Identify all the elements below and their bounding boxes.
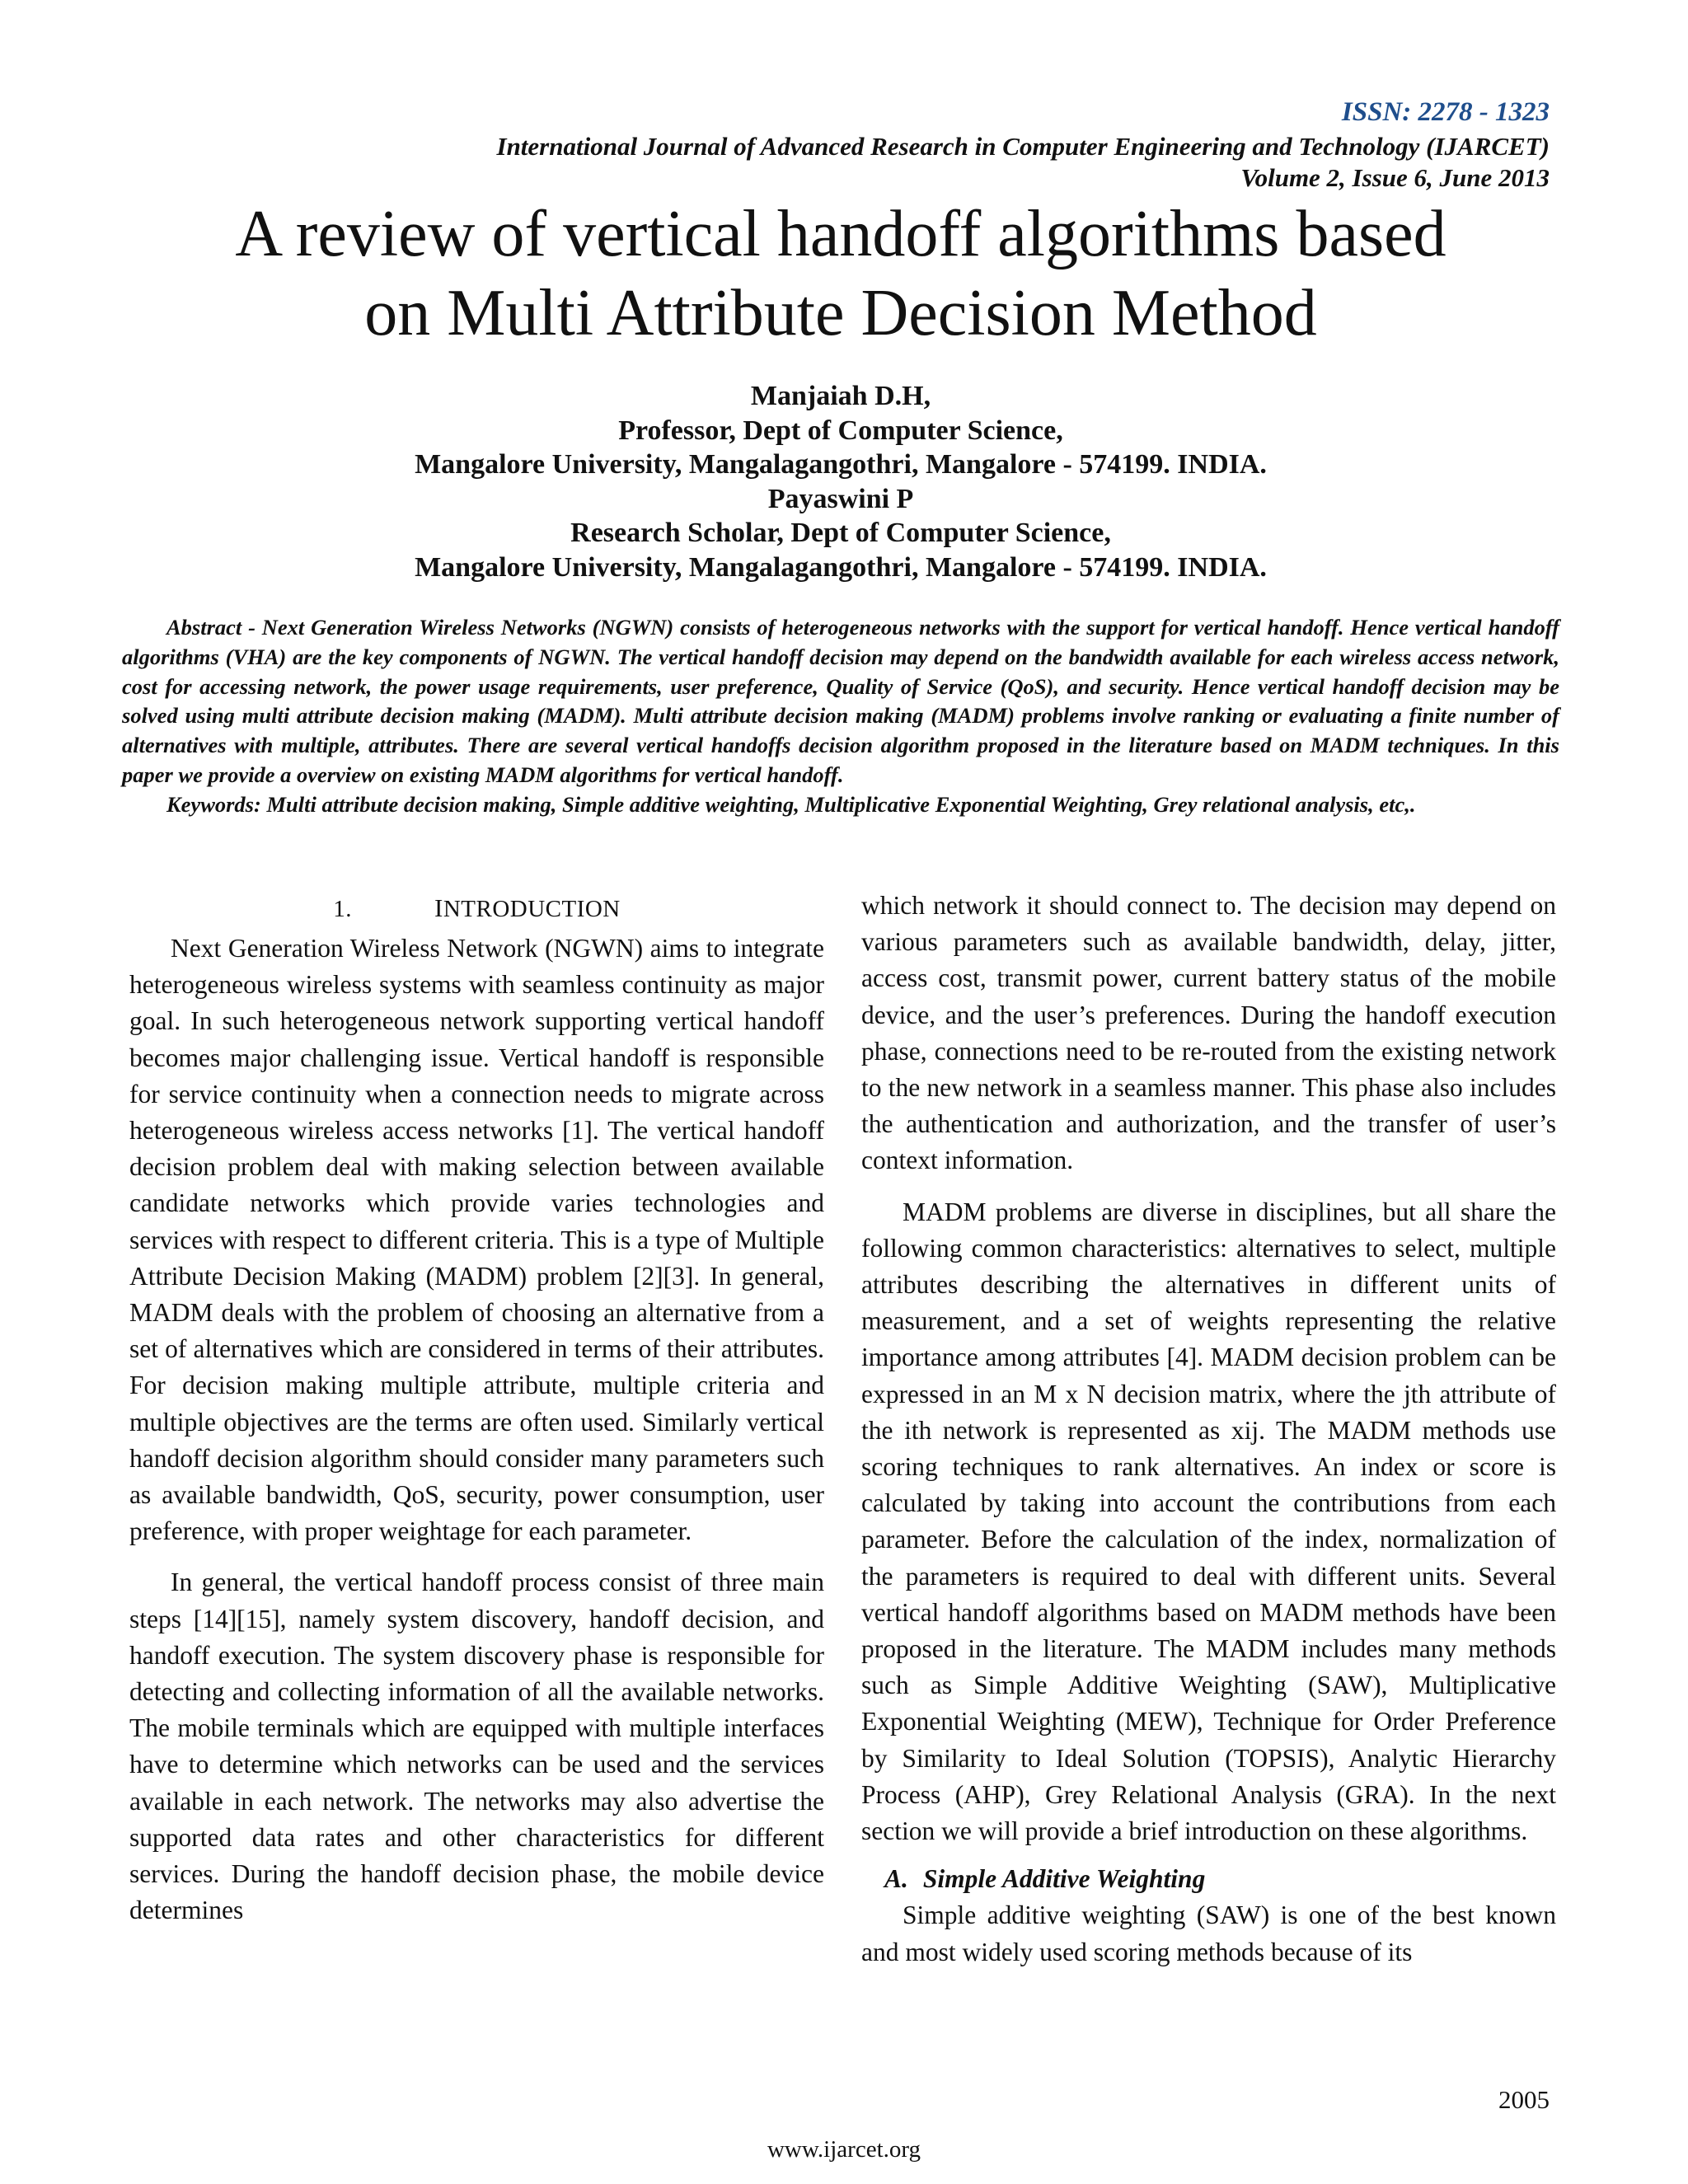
subsection-label: A. (884, 1864, 908, 1894)
footer-website: www.ijarcet.org (767, 2136, 921, 2163)
author-1-position: Professor, Dept of Computer Science, (618, 415, 1063, 446)
author-1-affiliation: Mangalore University, Mangalagangothri, Mangalore - 574199. INDIA. (415, 449, 1267, 480)
intro-paragraph-1: Next Generation Wireless Network (NGWN) aims to integrate heterogeneous wireless systems with seamless continuity as major goal. In such heterogeneous network supporting vertical handoff becomes major challenging issue. Vertical handoff is responsible for service continuity when a connection needs to migrate across heterogeneous wireless access networks [1]. The vertical handoff decision problem deal with making selection between available candidate networks which provide varies technologies and services with respect to different criteria. This is a type of Multiple Attribute Decision Making (MADM) problem [2][3]. In general, MADM deals with the problem of choosing an alternative from a set of alternatives which are considered in terms of their attributes. For decision making multiple attribute, multiple criteria and multiple objectives are the terms are often used. Similarly vertical handoff decision algorithm should consider many parameters such as available bandwidth, QoS, security, power consumption, user preference, with proper weightage for each parameter. (129, 934, 824, 1546)
section-heading-introduction (129, 890, 824, 927)
paper-title-line-2: on Multi Attribute Decision Method (364, 277, 1317, 349)
abstract-text: Abstract - Next Generation Wireless Networks (NGWN) consists of heterogeneous networks with the support for vertical handoff. Hence vertical handoff algorithms (VHA) are the key components of NGWN. The vertical handoff decision may depend on the bandwidth available for each wireless access network, cost for accessing network, the power usage requirements, user preference, Quality of Service (QoS), and security. Hence vertical handoff decision may be solved using multi attribute decision making (MADM). Multi attribute decision making (MADM) problems involve ranking or evaluating a finite number of alternatives with multiple, attributes. There are several vertical handoffs decision algorithm proposed in the literature based on MADM techniques. In this paper we provide a overview on existing MADM algorithms for vertical handoff. (122, 615, 1559, 787)
journal-name: International Journal of Advanced Research in Computer Engineering and Technology (IJARCET) (496, 132, 1550, 161)
issn-label: ISSN: 2278 - 1323 (1341, 97, 1550, 127)
page-number: 2005 (1498, 2085, 1550, 2114)
section-title-initial: I (434, 893, 443, 922)
right-column (861, 888, 1556, 1971)
section-number: 1. (333, 896, 352, 922)
author-2-affiliation: Mangalore University, Mangalagangothri, Mangalore - 574199. INDIA. (415, 551, 1267, 583)
paper-title (165, 194, 1517, 353)
author-2-name: Payaswini P (767, 483, 914, 514)
author-2-position: Research Scholar, Dept of Computer Science, (570, 518, 1111, 548)
keywords-text: Keywords: Multi attribute decision making, Simple additive weighting, Multiplicative Exponential Weighting, Grey relational analysis, etc,. (166, 791, 1416, 817)
intro-paragraph-3: MADM problems are diverse in disciplines, but all share the following common characteristics: alternatives to select, multiple attributes describing the alternatives in different units of measurement, and a set of weights representing the relative importance among attributes [4]. MADM decision problem can be expressed in an M x N decision matrix, where the jth attribute of the ith network is represented as xij. The MADM methods use scoring techniques to rank alternatives. An index or score is calculated by taking into account the contributions from each parameter. Before the calculation of the index, normalization of the parameters is required to deal with different units. Several vertical handoff algorithms based on MADM methods have been proposed in the literature. The MADM includes many methods such as Simple Additive Weighting (SAW), Multiplicative Exponential Weighting (MEW), Technique for Order Preference by Similarity to Ideal Solution (TOPSIS), Analytic Hierarchy Process (AHP), Grey Relational Analysis (GRA). In the next section we will provide a brief introduction on these algorithms. (861, 1197, 1556, 1846)
abstract-block (122, 613, 1559, 820)
author-1-name: Manjaiah D.H, (750, 381, 931, 411)
saw-paragraph: Simple additive weighting (SAW) is one of the best known and most widely used scoring methods because of its (861, 1900, 1556, 1966)
author-block (165, 379, 1517, 584)
intro-paragraph-2: In general, the vertical handoff process consist of three main steps [14][15], namely system discovery, handoff decision, and handoff execution. The system discovery phase is responsible for detecting and collecting information of all the available networks. The mobile terminals which are equipped with multiple interfaces have to determine which networks can be used and the services available in each network. The networks may also advertise the supported data rates and other characteristics for different services. During the handoff decision phase, the mobile device determines (129, 1568, 824, 1925)
left-column (129, 890, 824, 1929)
paper-title-line-1: A review of vertical handoff algorithms based (235, 198, 1447, 270)
subsection-heading-saw (861, 1861, 1556, 1897)
intro-paragraph-2-continued: which network it should connect to. The decision may depend on various parameters such as available bandwidth, delay, jitter, access cost, transmit power, current battery status of the mobile device, and the user’s preferences. During the handoff execution phase, connections need to be re-routed from the existing network to the new network in a seamless manner. This phase also includes the authentication and authorization, and the transfer of user’s context information. (861, 891, 1556, 1175)
section-title-rest: NTRODUCTION (443, 896, 621, 922)
subsection-title: Simple Additive Weighting (922, 1864, 1206, 1894)
journal-volume: Volume 2, Issue 6, June 2013 (1240, 163, 1550, 192)
